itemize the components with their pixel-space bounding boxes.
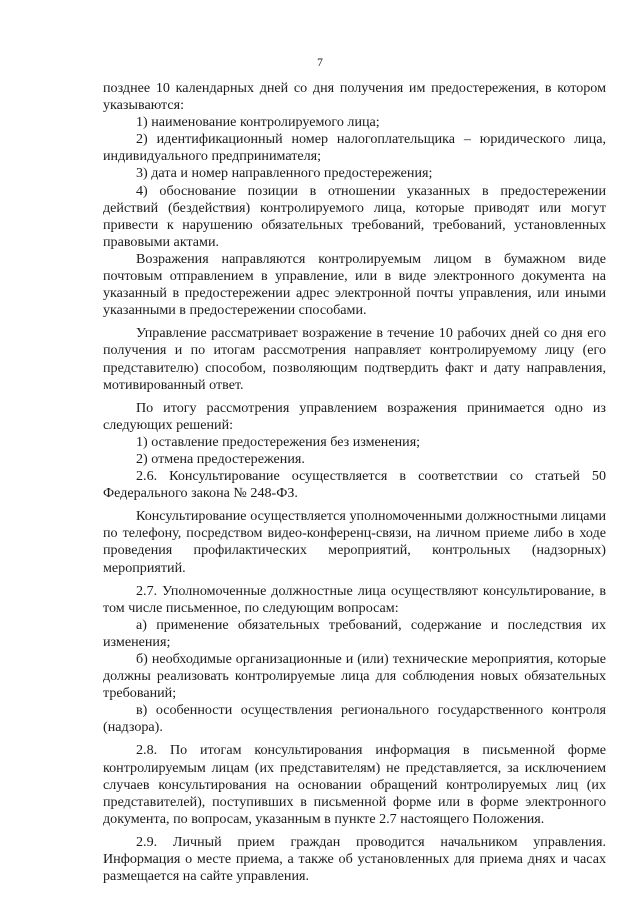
list-item-3: 3) дата и номер направленного предостережения; [136,165,433,182]
paragraph-continuation: позднее 10 календарных дней со дня получения им предостережения, в котором указываются: [103,80,606,114]
paragraph-review: Управление рассматривает возражение в течение 10 рабочих дней со дня его получения и по итогам рассмотрения направляет контролируемому лицу (его представителю) способом, позволяющим подтвердить факт и дату направления, мотивированный ответ. [103,325,606,393]
document-body [103,80,606,885]
section-2-9: 2.9. Личный прием граждан проводится начальником управления. Информация о месте приема, а также об установленных для приема днях и часах размещается на сайте управления. [103,833,606,885]
paragraph-objections: Возражения направляются контролируемым лицом в бумажном виде почтовым отправлением в управление, или в виде электронного документа на указанный в предостережении адрес электронной почты управления, или иными указанными в предостережении способами. [103,250,606,319]
list-item-1: 1) наименование контролируемого лица; [136,114,380,131]
decision-item-1: 1) оставление предостережения без изменения; [136,433,421,450]
question-item-a: а) применение обязательных требований, содержание и последствия их изменения; [103,616,606,650]
paragraph-decision: По итогу рассмотрения управлением возражения принимается одно из следующих решений: [103,399,606,433]
list-item-2: 2) идентификационный номер налогоплательщика – юридического лица, индивидуального предпринимателя; [103,131,606,165]
section-2-8: 2.8. По итогам консультирования информация в письменной форме контролируемым лицам (их представителям) не представляется, за исключением случаев консультирования на основании обращений контролируемых лиц (их представителей), поступивших в письменной форме или в форме электронного документа, по вопросам, указанным в пункте 2.7 настоящего Положения. [103,742,606,827]
section-2-7: 2.7. Уполномоченные должностные лица осуществляют консультирование, в том числе письменное, по следующим вопросам: [103,582,606,616]
list-item-4: 4) обоснование позиции в отношении указанных в предостережении действий (бездействия) контролируемого лица, которые приводят или могут привести к нарушению обязательных требований, требований, установленных правовыми актами. [103,182,606,250]
page-number: 7 [317,57,323,69]
question-item-b: б) необходимые организационные и (или) технические мероприятия, которые должны реализовать контролируемые лица для соблюдения новых обязательных требований; [103,651,606,702]
decision-item-2: 2) отмена предостережения. [136,450,305,467]
paragraph-consulting: Консультирование осуществляется уполномоченными должностными лицами по телефону, посредством видео-конференц-связи, на личном приеме либо в ходе проведения профилактических мероприятий, контрольных (надзорных) мероприятий. [103,508,606,576]
question-item-v: в) особенности осуществления регионального государственного контроля (надзора). [103,702,606,736]
section-2-6: 2.6. Консультирование осуществляется в соответствии со статьей 50 Федерального закона № 248-ФЗ. [103,468,606,502]
